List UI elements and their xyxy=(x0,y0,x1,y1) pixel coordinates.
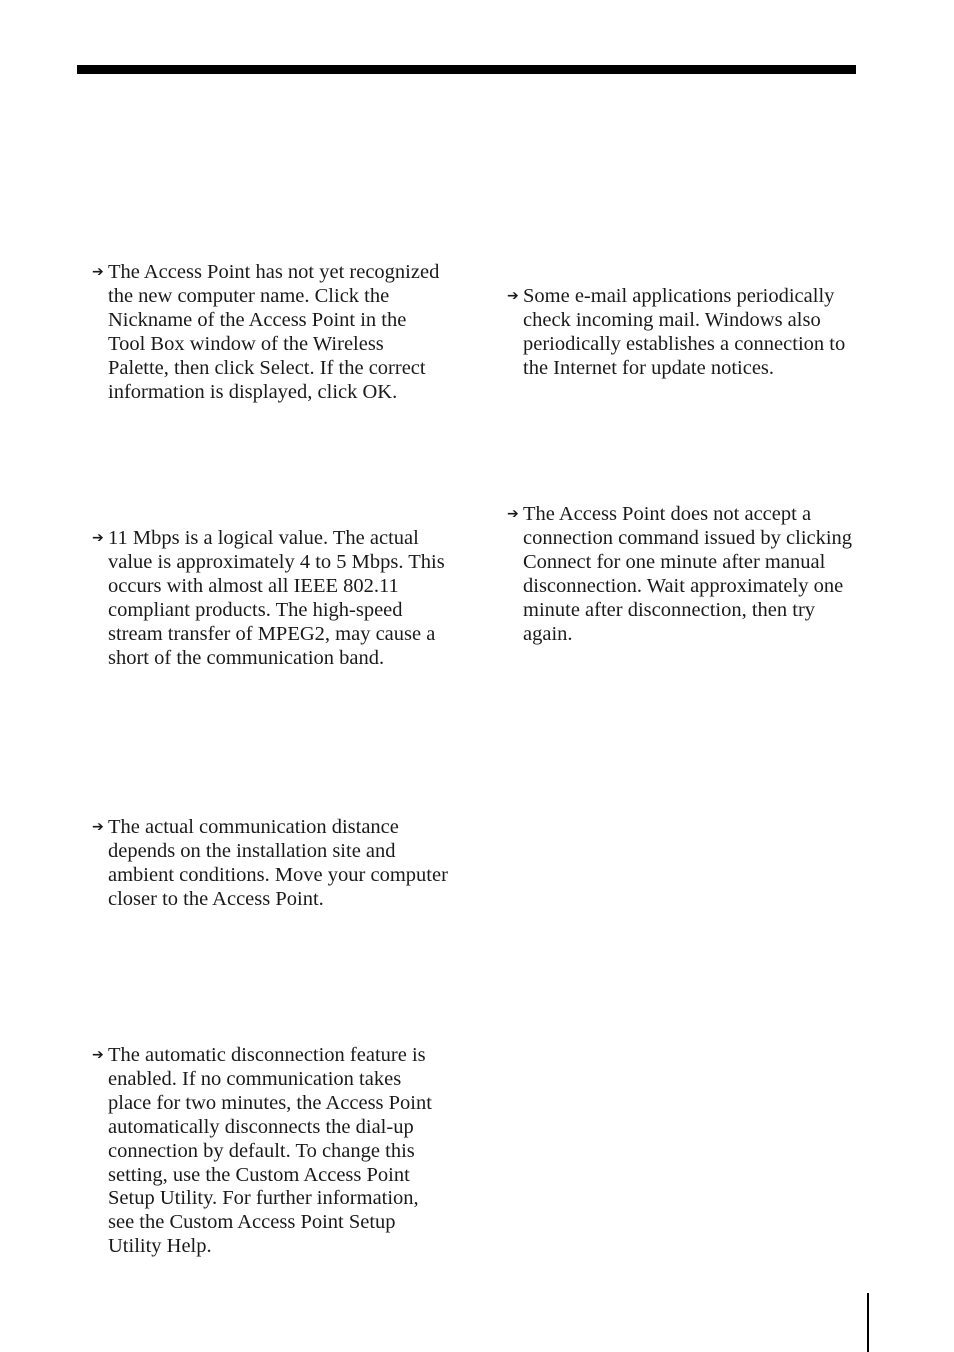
solution-connect-delay xyxy=(507,503,853,646)
solution-text: The Access Point does not accept a connection command issued by clicking Connect for one minute after manual disconnection. Wait approximately one minute after disconnection, then try again. xyxy=(523,503,853,645)
arrow-icon: ➔ xyxy=(92,819,104,835)
arrow-icon: ➔ xyxy=(507,506,519,522)
solution-text: The actual communication distance depends on the installation site and ambient conditions. Move your computer closer to the Access Point. xyxy=(108,816,448,910)
arrow-icon: ➔ xyxy=(92,1047,104,1063)
arrow-icon: ➔ xyxy=(92,530,104,546)
solution-text: Some e-mail applications periodically check incoming mail. Windows also periodically establishes a connection to the Internet for update notices. xyxy=(523,285,846,379)
arrow-icon: ➔ xyxy=(507,288,519,304)
solution-distance xyxy=(92,816,448,912)
solution-text: The Access Point has not yet recognized the new computer name. Click the Nickname of the Access Point in the Tool Box window of the Wireless Palette, then click Select. If the correct information is displayed, click OK. xyxy=(108,261,440,403)
solution-text: 11 Mbps is a logical value. The actual value is approximately 4 to 5 Mbps. This occurs with almost all IEEE 802.11 compliant products. The high-speed stream transfer of MPEG2, may cause a short of the communication band. xyxy=(108,527,445,669)
arrow-icon: ➔ xyxy=(92,264,104,280)
solution-auto-disconnect xyxy=(92,1044,448,1259)
solution-computer-name xyxy=(92,261,448,404)
page-edge-rule xyxy=(867,1293,869,1352)
solution-transfer-rate xyxy=(92,527,448,670)
solution-email-check xyxy=(507,285,853,381)
solution-text: The automatic disconnection feature is enabled. If no communication takes place for two minutes, the Access Point automatically disconnects the dial-up connection by default. To change this setting, use the Custom Access Point Setup Utility. For further information, see the Custom Access Point Setup Utility Help. xyxy=(108,1044,432,1258)
header-rule xyxy=(77,65,856,74)
